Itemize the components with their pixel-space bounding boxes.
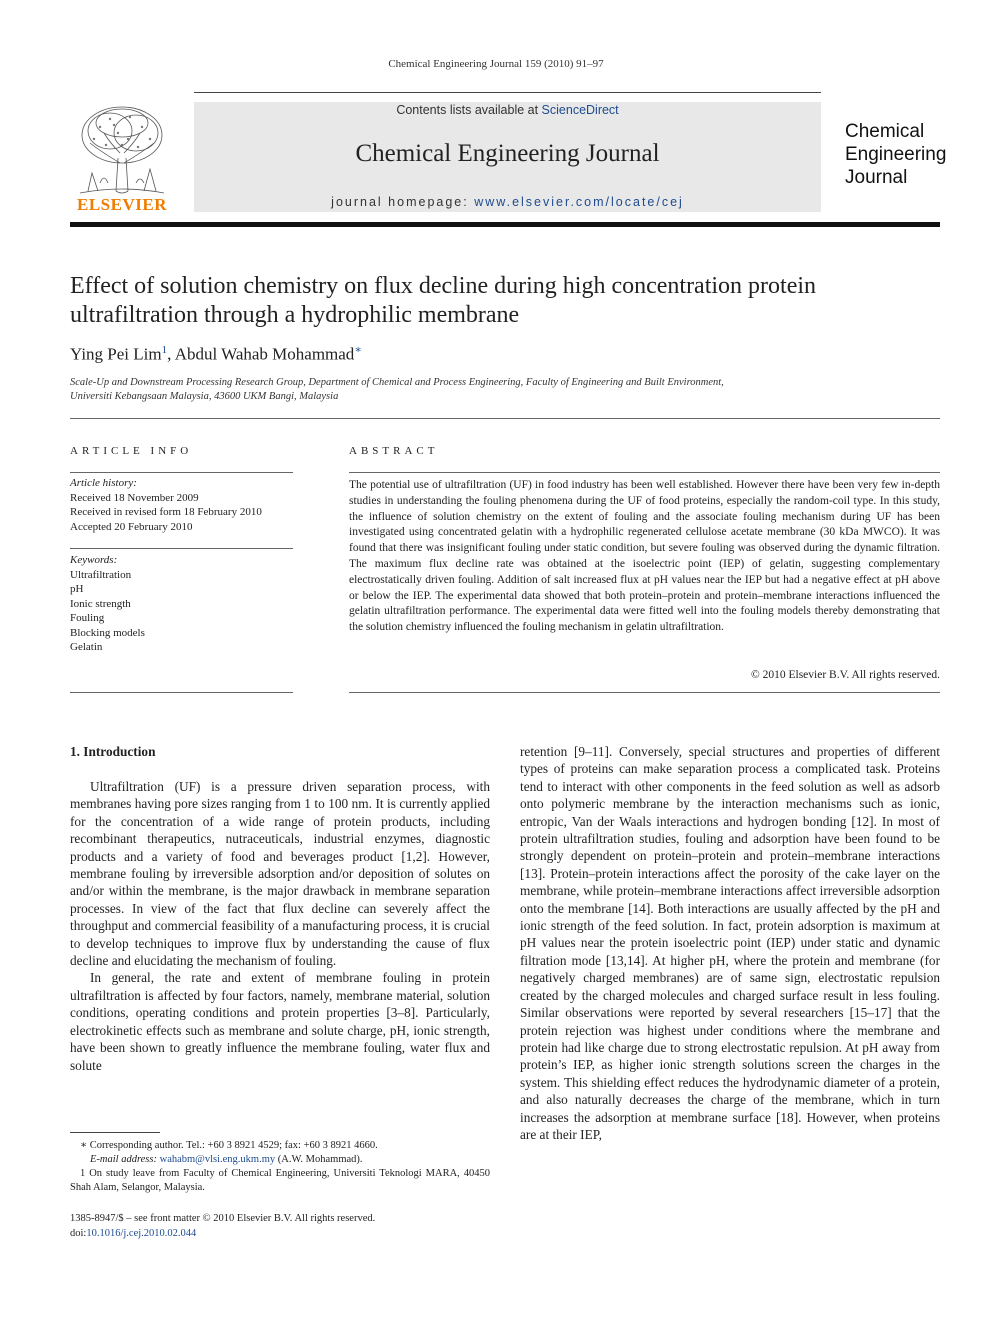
right-paragraph-1: retention [9–11]. Conversely, special structures and properties of different types of proteins can make separation process a complicated task. Proteins tend to interact with other components in the feed solution as well as adsorb onto polymeric membrane by the interaction mechanisms such as ionic, entropic, Van der Waals interactions and hydrogen bonding [12]. In most of protein ultrafiltration studies, fouling and adsorption have been found to be strongly dependent on protein–protein and protein–membrane interactions [13]. Protein–protein interactions affect the porosity of the cake layer on the membrane, while protein–membrane interactions affect irreversible adsorption onto the membrane [14]. Both interactions are usually affected by the pH and ionic strength of the feed solution. In fact, protein adsorption is maximum at pH values near the protein isoelectric point (IEP) under static and dynamic filtration mode [13,14]. At higher pH, where the protein and membrane (for negatively charged membranes) are of same sign, electrostatic repulsion created by the charged molecules and charged surface result in less fouling. Similar observations were reported by several researchers [15–17] that the protein rejection was highest under conditions where the membrane and protein had like charge due to strong electrostatic repulsion. At pH away from protein’s IEP, as higher ionic strength solutions screen the charges in the system. This shielding effect reduces the hydrodynamic diameter of a protein, and also naturally decreases the charge of the membrane, which in turn increases the adsorption at membrane surface [18]. However, when proteins are at their IEP, (520, 744, 940, 1142)
email-suffix: (A.W. Mohammad). (275, 1154, 363, 1165)
footnote-1-text: On study leave from Faculty of Chemical Engineering, Universiti Teknologi MARA, 40450 Shah Alam, Selangor, Malaysia. (70, 1168, 490, 1193)
corresponding-mark: ∗ (80, 1140, 88, 1151)
running-head: Chemical Engineering Journal 159 (2010) 91–97 (388, 58, 604, 70)
abstract-bottom-rule (349, 692, 940, 693)
right-column (520, 743, 940, 1143)
keyword-item: Blocking models (70, 626, 145, 639)
keywords-rule (70, 548, 293, 549)
footnote-1-mark: 1 (80, 1168, 86, 1179)
article-title: Effect of solution chemistry on flux decline during high concentration protein ultrafiltration through a hydrophilic membrane (70, 273, 817, 328)
article-info-bottom-rule (70, 692, 293, 693)
abstract-copyright: © 2010 Elsevier B.V. All rights reserved. (751, 669, 940, 681)
contents-line (194, 103, 821, 117)
author-separator: , (167, 344, 175, 364)
cover-title-line-2: Engineering (845, 144, 947, 165)
keyword-item: Gelatin (70, 641, 103, 653)
author-lim: Ying Pei Lim (70, 344, 162, 364)
front-matter (70, 1211, 490, 1241)
contents-prefix: Contents lists available at (396, 103, 542, 117)
keywords-label: Keywords: (70, 554, 118, 566)
footnotes (70, 1139, 490, 1195)
email-label: E-mail address: (90, 1154, 160, 1165)
corresponding-author-mark[interactable]: ∗ (354, 344, 362, 356)
doi-prefix: doi: (70, 1228, 87, 1239)
email-link[interactable]: wahabm@vlsi.eng.ukm.my (159, 1154, 276, 1165)
abstract-text: The potential use of ultrafiltration (UF) in food industry has been well established. However there have been very few in-depth studies in understanding the fouling phenomena during the UF of food proteins, especially the random-coil type. In this study, the influence of solution chemistry on the extent of fouling and the associate fouling mechanism during UF has been investigated using concentrated gelatin with a hydrophilic regenerated cellulose acetate membrane (30 kDa MWCO). It was found that there was insignificant fouling under static condition, but severe fouling was observed during the dynamic filtration. The maximum flux decline rate was obtained at the isoelectric point (IEP) of gelatin, suggesting complementary electrostatically driven fouling. Addition of salt increased flux at pH values near the IEP but had a negative effect at pH above or below the IEP. The experimental data showed that both protein–protein and protein–membrane interactions influenced the gelatin ultrafiltration performance. The experimental data were fitted well into the fouling models thereby demonstrating that the solution chemistry influenced the fouling mechanism in gelatin ultrafiltration. (349, 479, 940, 634)
sciencedirect-link[interactable]: ScienceDirect (541, 103, 619, 117)
affiliation (70, 376, 940, 404)
homepage-link[interactable]: www.elsevier.com/locate/cej (474, 195, 684, 209)
revised-date: Received in revised form 18 February 2010 (70, 506, 262, 518)
keyword-item: pH (70, 583, 84, 595)
author-lim-footnote-mark[interactable]: 1 (161, 344, 168, 356)
journal-title: Chemical Engineering Journal (355, 140, 660, 167)
doi-link[interactable]: 10.1016/j.cej.2010.02.044 (86, 1228, 197, 1239)
elsevier-wordmark: ELSEVIER (77, 195, 167, 214)
journal-homepage (194, 195, 821, 209)
left-paragraph-2: In general, the rate and extent of membrane fouling in protein ultrafiltration is affected by four factors, namely, membrane material, solution conditions, operating conditions and protein properties [3–8]. Particularly, electrokinetic effects such as membrane and solute charge, pH, ionic strength, have been shown to greatly influence the membrane fouling, water flux and solute (70, 970, 490, 1073)
left-column (70, 778, 490, 1074)
keyword-item: Ultrafiltration (70, 568, 132, 581)
keywords-block (70, 553, 293, 655)
study-leave-note (70, 1167, 490, 1195)
masthead-top-rule (194, 92, 821, 93)
keyword-item: Ionic strength (70, 597, 131, 610)
author-list (70, 343, 362, 365)
corresponding-author-note (70, 1139, 490, 1153)
title-divider (70, 418, 940, 419)
masthead-bottom-rule (70, 222, 940, 227)
footnote-rule (70, 1132, 160, 1133)
doi-line (70, 1226, 490, 1241)
left-paragraph-1: Ultrafiltration (UF) is a pressure driven separation process, with membranes having pore sizes ranging from 1 to 100 nm. It is currently applied for the concentration of a wide range of protein products, including recombinant therapeutics, nutraceuticals, industrial enzymes, diagnostic products and a variety of food and beverages product [1,2]. However, membrane fouling by irreversible adsorption and/or deposition of solutes on and/or within the membrane, is the major drawback in membrane separation processes. In view of the fact that flux decline can severely affect the throughput and commercial feasibility of a manufacturing process, it is crucial to develop techniques to improve flux by understanding the cause of flux decline and elucidating the mechanism of fouling. (70, 779, 490, 969)
issn-line: 1385-8947/$ – see front matter © 2010 Elsevier B.V. All rights reserved. (70, 1213, 376, 1224)
section-1-heading: 1. Introduction (70, 744, 156, 759)
abstract-rule (349, 472, 940, 473)
homepage-prefix: journal homepage: (331, 195, 475, 209)
article-info-heading: ARTICLE INFO (70, 445, 193, 457)
affiliation-line-1: Scale-Up and Downstream Processing Research Group, Department of Chemical and Process Engineering, Faculty of Engineering and Built Environment, (70, 377, 724, 388)
article-history (70, 476, 293, 534)
article-info-rule (70, 472, 293, 473)
keyword-item: Fouling (70, 612, 105, 624)
cover-title-line-3: Journal (845, 167, 908, 188)
received-date: Received 18 November 2009 (70, 491, 199, 504)
affiliation-line-2: Universiti Kebangsaan Malaysia, 43600 UKM Bangi, Malaysia (70, 391, 339, 402)
abstract-heading: ABSTRACT (349, 445, 439, 457)
article-history-label: Article history: (70, 477, 137, 489)
author-mohammad: Abdul Wahab Mohammad (174, 344, 355, 364)
email-note (70, 1153, 490, 1167)
corresponding-author-text: Corresponding author. Tel.: +60 3 8921 4529; fax: +60 3 8921 4660. (89, 1140, 378, 1151)
accepted-date: Accepted 20 February 2010 (70, 520, 193, 533)
cover-journal-title (845, 120, 946, 189)
cover-title-line-1: Chemical (845, 121, 925, 142)
